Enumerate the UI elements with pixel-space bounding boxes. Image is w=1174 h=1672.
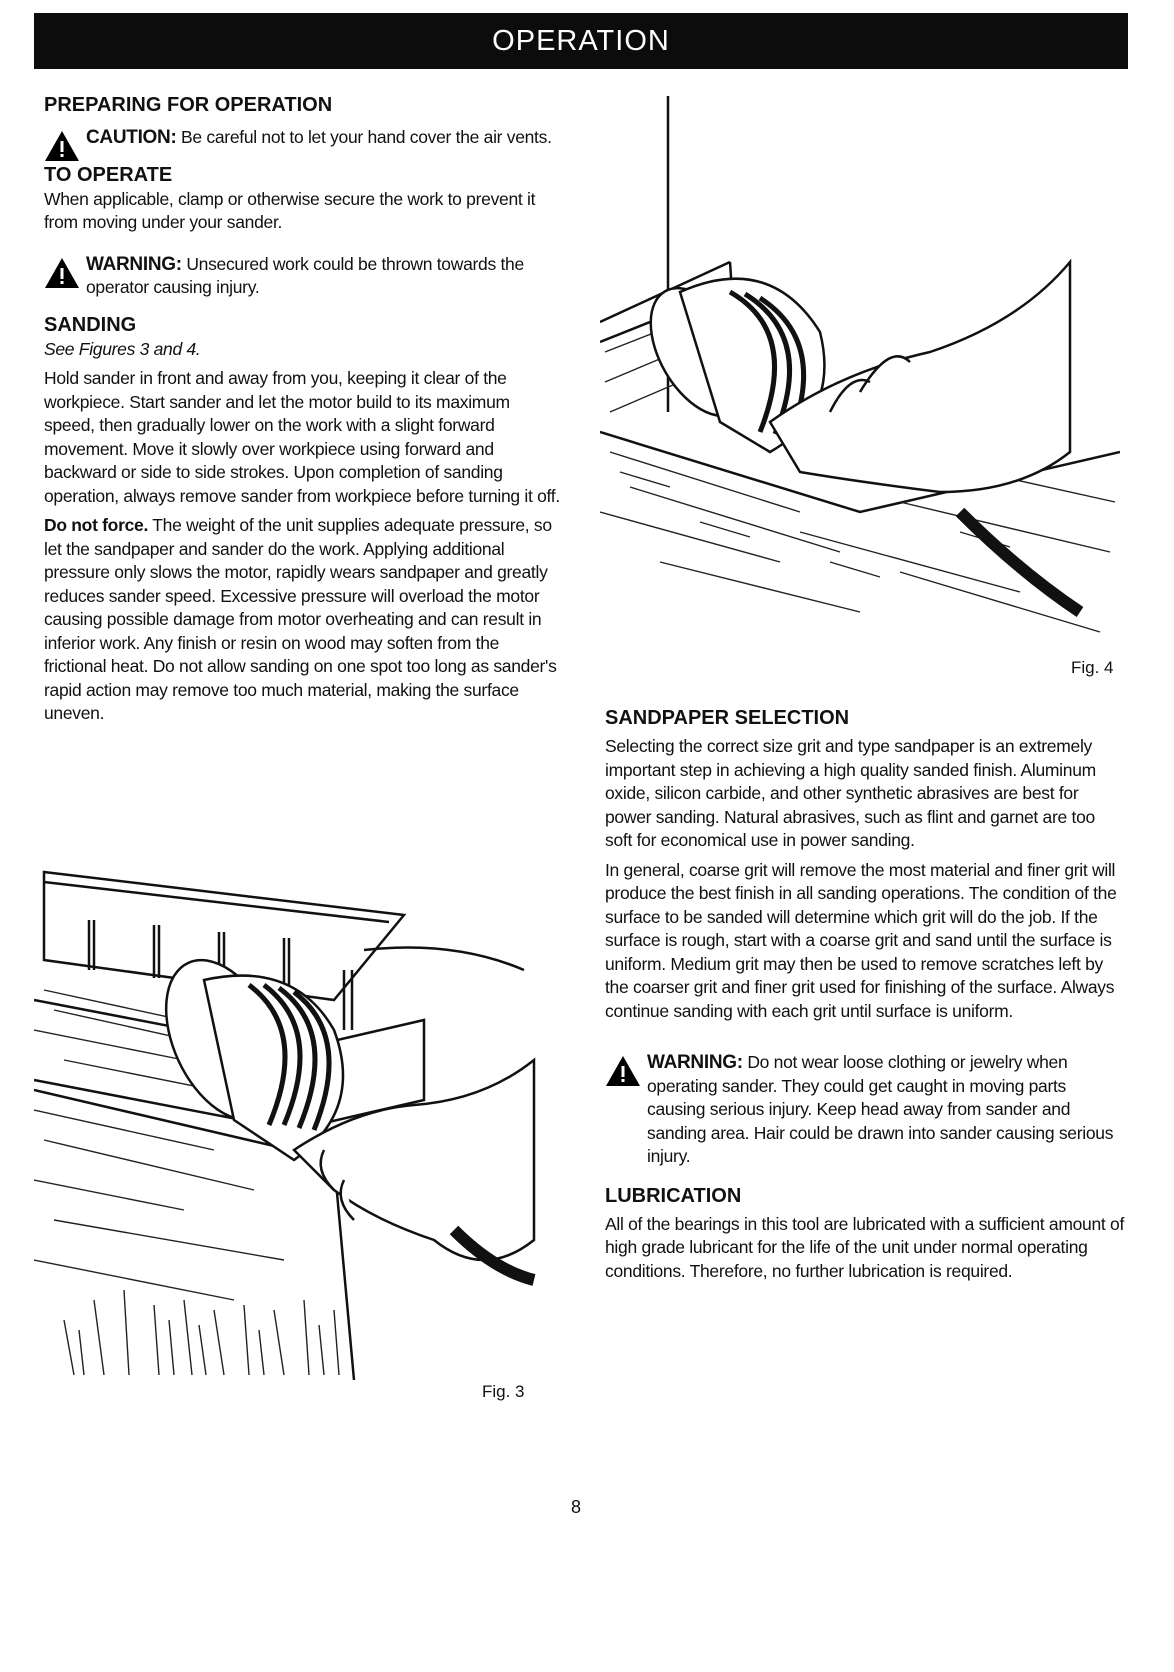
section-banner: OPERATION xyxy=(34,13,1128,69)
figure-reference: See Figures 3 and 4. xyxy=(44,338,201,359)
warning-text: Unsecured work could be thrown towards the operator causing injury. xyxy=(86,253,524,297)
caution-notice xyxy=(44,126,564,150)
figure-3-label: Fig. 3 xyxy=(482,1382,525,1401)
to-operate-heading: TO OPERATE xyxy=(44,163,173,186)
caution-label: CAUTION: xyxy=(86,127,177,148)
figure-4-illustration xyxy=(600,92,1120,652)
left-column xyxy=(44,92,564,726)
sandpaper-heading: SANDPAPER SELECTION xyxy=(605,707,850,729)
caution-text: Be careful not to let your hand cover the air vents. xyxy=(181,127,552,147)
figure-3-illustration xyxy=(34,860,564,1380)
do-not-force-text: The weight of the unit supplies adequate pressure, so let the sandpaper and sander do the work. Applying additional pressure only slows the motor, rapidly wears sandpaper and greatly reduces sander speed. Excessive pressure will overload the motor causing possible damage from motor overheating and can result in inferior work. Any finish or resin on wood may soften from the frictional heat. Do not allow sanding on one spot too long as sander's rapid action may remove too much material, making the surface uneven. xyxy=(44,515,557,723)
warning-icon xyxy=(605,1055,641,1087)
warning-text: Do not wear loose clothing or jewelry when operating sander. They could get caught in moving parts causing serious injury. Keep head away from sander and sanding area. Hair could be drawn into sander causing serious injury. xyxy=(647,1052,1114,1166)
right-column xyxy=(605,705,1125,1283)
warning-icon xyxy=(44,257,80,289)
preparing-heading: PREPARING FOR OPERATION xyxy=(44,94,333,116)
to-operate-body: When applicable, clamp or otherwise secure the work to prevent it from moving under your sander. xyxy=(44,188,536,232)
caution-icon xyxy=(44,130,80,162)
sanding-heading: SANDING xyxy=(44,313,137,336)
figure-4-label: Fig. 4 xyxy=(1071,658,1114,677)
page-number: 8 xyxy=(571,1497,582,1517)
warning-label: WARNING: xyxy=(86,253,182,275)
do-not-force-label: Do not force. xyxy=(44,515,149,535)
lubrication-heading: LUBRICATION xyxy=(605,1184,742,1207)
sandpaper-paragraph-1: Selecting the correct size grit and type sandpaper is an extremely important step in achieving a high quality sanded finish. Aluminum oxide, silicon carbide, and other synthetic abrasives are best for power sanding. Natural abrasives, such as flint and garnet are too soft for economical use in power sanding. xyxy=(605,736,1096,850)
lubrication-body: All of the bearings in this tool are lubricated with a sufficient amount of high grade lubricant for the life of the unit under normal operating conditions. Therefore, no further lubrication is required. xyxy=(605,1213,1125,1281)
warning-notice-unsecured xyxy=(44,253,564,300)
warning-label: WARNING: xyxy=(647,1052,743,1073)
sanding-paragraph-1: Hold sander in front and away from you, keeping it clear of the workpiece. Start sander and let the motor build to its maximum speed, then gradually lower on the work with a slight forward movement. Move it slowly over workpiece using forward and backward or side to side strokes. Upon completion of sanding operation, always remove sander from workpiece before turning it off. xyxy=(44,368,560,506)
sandpaper-paragraph-2: In general, coarse grit will remove the most material and finer grit will produce the best finish in all sanding operations. The condition of the surface to be sanded will determine which grit will do the job. If the surface is rough, start with a coarse grit and sand until the surface is uniform. Medium grit may then be used to remove scratches left by the coarser grit and finer grit used for finishing of the surface. Always continue sanding with each grit until surface is uniform. xyxy=(605,859,1117,1021)
warning-notice-clothing xyxy=(605,1051,1125,1169)
sanding-paragraph-2 xyxy=(44,514,564,726)
